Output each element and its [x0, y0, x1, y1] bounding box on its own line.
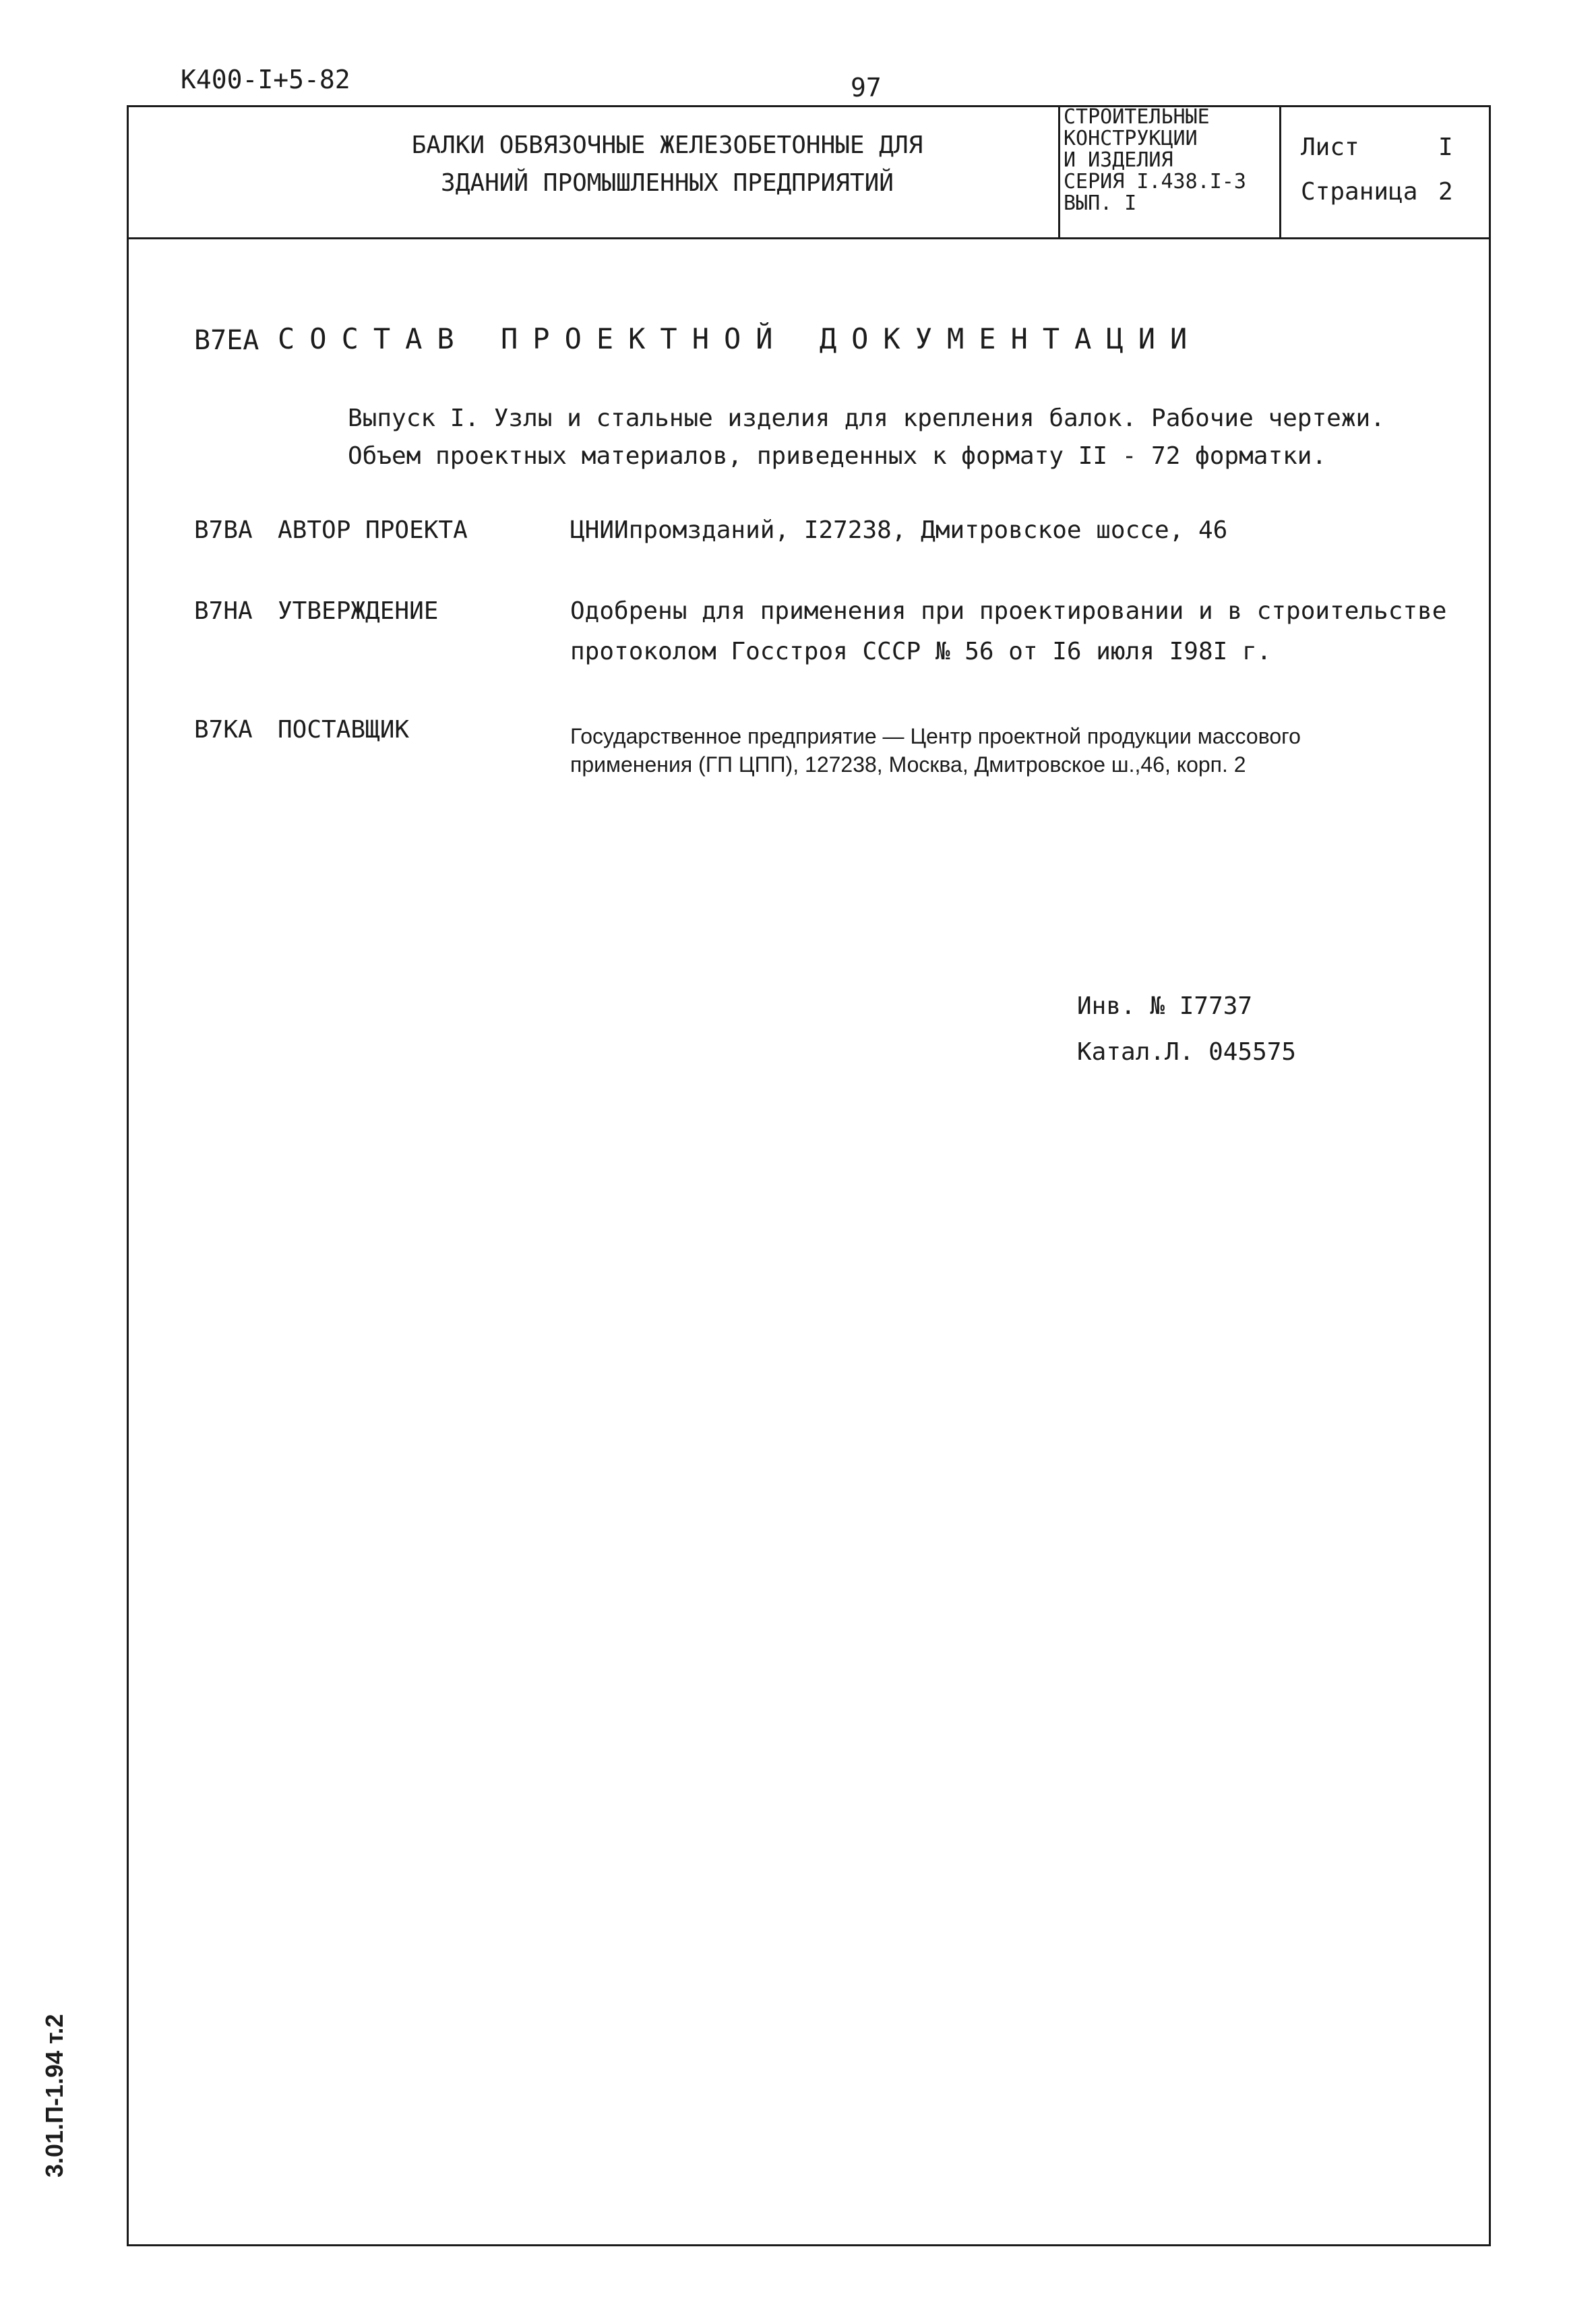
- document-title: [283, 127, 1051, 202]
- entry-label-supplier: ПОСТАВЩИК: [278, 716, 410, 744]
- title-line-1: БАЛКИ ОБВЯЗОЧНЫЕ ЖЕЛЕЗОБЕТОННЫЕ ДЛЯ: [411, 131, 923, 159]
- sheet-label: Лист: [1301, 133, 1359, 161]
- entry-code-author: В7ВА: [194, 516, 253, 544]
- header-divider-2: [1279, 105, 1281, 239]
- series-line: И ИЗДЕЛИЯ: [1064, 148, 1173, 172]
- header-bottom-line: [127, 237, 1491, 239]
- series-line: КОНСТРУКЦИИ: [1064, 127, 1198, 150]
- page-label: Страница: [1301, 178, 1418, 206]
- entry-text-supplier-2: применения (ГП ЦПП), 127238, Москва, Дмитровское ш.,46, корп. 2: [570, 752, 1246, 777]
- series-line: ВЫП. I: [1064, 191, 1137, 215]
- page-number: 97: [851, 73, 882, 102]
- side-code: 3.01.П-1.94 т.2: [40, 2014, 68, 2178]
- catalog-number: Катал.Л. 045575: [1077, 1038, 1297, 1066]
- entry-text-approval-1: Одобрены для применения при проектировании и в строительстве: [570, 597, 1447, 625]
- inventory-number: Инв. № I7737: [1077, 992, 1253, 1020]
- entry-text-approval-2: протоколом Госстроя СССР № 56 от I6 июля I98I г.: [570, 638, 1272, 665]
- section-line-1: Выпуск I. Узлы и стальные изделия для крепления балок. Рабочие чертежи.: [348, 404, 1385, 432]
- series-line: СЕРИЯ I.438.I-3: [1064, 170, 1246, 193]
- section-code: В7ЕА: [194, 325, 259, 356]
- entry-code-approval: В7НА: [194, 597, 253, 625]
- title-line-2: ЗДАНИЙ ПРОМЫШЛЕННЫХ ПРЕДПРИЯТИЙ: [441, 169, 894, 197]
- page-value: 2: [1438, 178, 1453, 206]
- sheet-value: I: [1438, 133, 1453, 161]
- series-line: СТРОИТЕЛЬНЫЕ: [1064, 105, 1210, 129]
- series-block: [1064, 107, 1246, 214]
- section-heading: СОСТАВ ПРОЕКТНОЙ ДОКУМЕНТАЦИИ: [278, 322, 1202, 355]
- header-divider-1: [1058, 105, 1060, 239]
- section-line-2: Объем проектных материалов, приведенных к формату II - 72 форматки.: [348, 442, 1327, 470]
- entry-text-author: ЦНИИпромзданий, I27238, Дмитровское шоссе, 46: [570, 516, 1228, 544]
- entry-label-approval: УТВЕРЖДЕНИЕ: [278, 597, 439, 625]
- entry-text-supplier-1: Государственное предприятие — Центр проектной продукции массового: [570, 724, 1301, 748]
- entry-label-author: АВТОР ПРОЕКТА: [278, 516, 468, 544]
- document-code: К400-I+5-82: [181, 65, 350, 94]
- entry-code-supplier: В7КА: [194, 716, 253, 744]
